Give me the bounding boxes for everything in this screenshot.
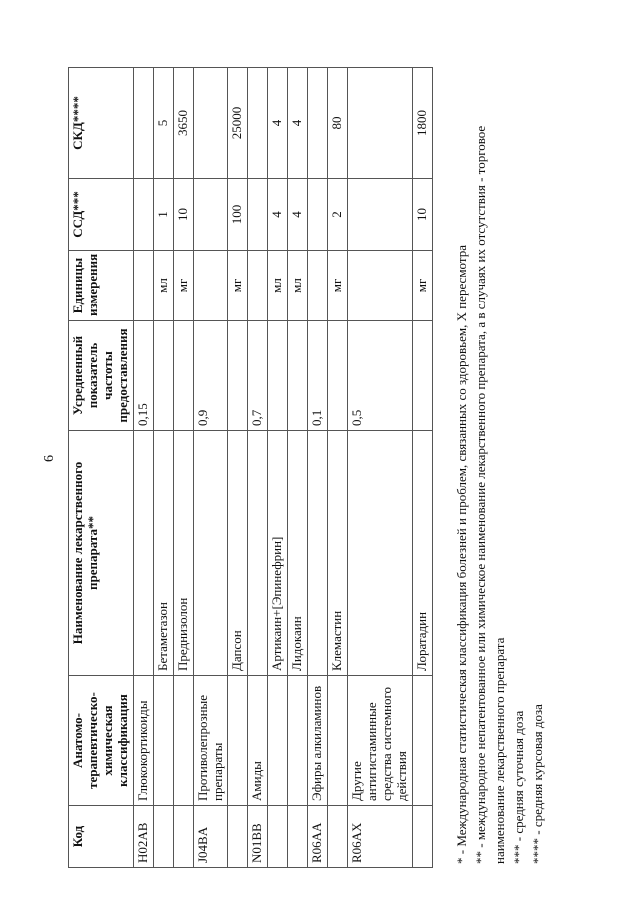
header-name: Наименование лекарственного препарата** bbox=[69, 431, 134, 676]
cell-skd: 1800 bbox=[412, 68, 432, 179]
cell-name: Клемастин bbox=[328, 431, 348, 676]
footnote-1: * - Международная статистическая классификация болезней и проблем, связанных со здоровьем, X пересмотра bbox=[454, 245, 469, 864]
cell-ssd bbox=[248, 179, 268, 251]
cell-code bbox=[328, 806, 348, 868]
cell-code bbox=[173, 806, 193, 868]
cell-ssd: 10 bbox=[412, 179, 432, 251]
cell-code bbox=[288, 806, 308, 868]
cell-ssd bbox=[193, 179, 228, 251]
cell-code bbox=[268, 806, 288, 868]
header-code: Код bbox=[69, 806, 134, 868]
header-ssd: ССД*** bbox=[69, 179, 134, 251]
footnote-2: ** - международное непатентованное или химическое наименование лекарственного препарата, а в случаях их отсутствия - торговое наименование лекарственного препарата bbox=[473, 125, 507, 864]
cell-freq bbox=[288, 321, 308, 431]
cell-atc: Другие антигистаминные средства системного действия bbox=[348, 676, 413, 806]
cell-name: Преднизолон bbox=[173, 431, 193, 676]
cell-name bbox=[348, 431, 413, 676]
table-header-row bbox=[69, 68, 134, 868]
footnotes bbox=[452, 64, 547, 864]
cell-ssd: 10 bbox=[173, 179, 193, 251]
cell-code: R06AX bbox=[348, 806, 413, 868]
cell-freq bbox=[173, 321, 193, 431]
cell-name bbox=[193, 431, 228, 676]
cell-code bbox=[153, 806, 173, 868]
cell-skd bbox=[348, 68, 413, 179]
cell-freq: 0,5 bbox=[348, 321, 413, 431]
cell-atc bbox=[153, 676, 173, 806]
table-row bbox=[308, 68, 328, 868]
cell-atc bbox=[228, 676, 248, 806]
cell-name: Бетаметазон bbox=[153, 431, 173, 676]
cell-unit: мг bbox=[412, 251, 432, 321]
table-row bbox=[412, 68, 432, 868]
cell-name bbox=[133, 431, 153, 676]
cell-freq: 0,1 bbox=[308, 321, 328, 431]
footnote-3: *** - средняя суточная доза bbox=[511, 710, 526, 864]
cell-ssd: 100 bbox=[228, 179, 248, 251]
table-row bbox=[133, 68, 153, 868]
table-row bbox=[228, 68, 248, 868]
cell-freq: 0,9 bbox=[193, 321, 228, 431]
cell-atc: Глюкокортикоиды bbox=[133, 676, 153, 806]
cell-ssd bbox=[308, 179, 328, 251]
cell-skd bbox=[193, 68, 228, 179]
cell-skd: 5 bbox=[153, 68, 173, 179]
cell-code: J04BA bbox=[193, 806, 228, 868]
table-row bbox=[268, 68, 288, 868]
cell-name: Лоратадин bbox=[412, 431, 432, 676]
table-row bbox=[288, 68, 308, 868]
cell-freq bbox=[328, 321, 348, 431]
cell-skd: 4 bbox=[288, 68, 308, 179]
cell-atc: Эфиры алкиламинов bbox=[308, 676, 328, 806]
cell-freq: 0,15 bbox=[133, 321, 153, 431]
drug-table bbox=[68, 67, 433, 868]
cell-freq bbox=[268, 321, 288, 431]
cell-ssd: 2 bbox=[328, 179, 348, 251]
header-atc: Анатомо-терапевтическо-химическая классификация bbox=[69, 676, 134, 806]
table-row bbox=[328, 68, 348, 868]
cell-ssd bbox=[133, 179, 153, 251]
cell-atc: Противолепрозные препараты bbox=[193, 676, 228, 806]
cell-unit bbox=[348, 251, 413, 321]
cell-unit: мл bbox=[153, 251, 173, 321]
cell-code: H02AB bbox=[133, 806, 153, 868]
drug-table-container bbox=[68, 68, 428, 868]
cell-code: R06AA bbox=[308, 806, 328, 868]
cell-skd bbox=[248, 68, 268, 179]
cell-name bbox=[308, 431, 328, 676]
cell-freq bbox=[412, 321, 432, 431]
table-row bbox=[348, 68, 413, 868]
cell-name bbox=[248, 431, 268, 676]
cell-unit: мг bbox=[173, 251, 193, 321]
table-row bbox=[153, 68, 173, 868]
cell-unit: мг bbox=[328, 251, 348, 321]
cell-unit: мг bbox=[228, 251, 248, 321]
cell-atc bbox=[412, 676, 432, 806]
cell-unit bbox=[133, 251, 153, 321]
cell-code: N01BB bbox=[248, 806, 268, 868]
cell-name: Лидокаин bbox=[288, 431, 308, 676]
cell-code bbox=[228, 806, 248, 868]
cell-skd bbox=[133, 68, 153, 179]
cell-skd: 25000 bbox=[228, 68, 248, 179]
page-number: 6 bbox=[42, 455, 57, 462]
cell-freq bbox=[228, 321, 248, 431]
cell-ssd: 4 bbox=[268, 179, 288, 251]
header-skd: СКД**** bbox=[69, 68, 134, 179]
table-body bbox=[133, 68, 432, 868]
cell-atc bbox=[173, 676, 193, 806]
header-unit: Единицы измерения bbox=[69, 251, 134, 321]
cell-unit: мл bbox=[288, 251, 308, 321]
cell-ssd: 1 bbox=[153, 179, 173, 251]
cell-atc: Амиды bbox=[248, 676, 268, 806]
cell-unit bbox=[308, 251, 328, 321]
cell-atc bbox=[328, 676, 348, 806]
cell-name: Артикаин+[Эпинефрин] bbox=[268, 431, 288, 676]
cell-unit: мл bbox=[268, 251, 288, 321]
cell-atc bbox=[288, 676, 308, 806]
cell-skd: 4 bbox=[268, 68, 288, 179]
cell-ssd: 4 bbox=[288, 179, 308, 251]
table-row bbox=[173, 68, 193, 868]
cell-name: Дапсон bbox=[228, 431, 248, 676]
cell-skd bbox=[308, 68, 328, 179]
cell-unit bbox=[193, 251, 228, 321]
header-freq: Усредненный показатель частоты предоставления bbox=[69, 321, 134, 431]
cell-skd: 3650 bbox=[173, 68, 193, 179]
cell-freq: 0,7 bbox=[248, 321, 268, 431]
cell-code bbox=[412, 806, 432, 868]
cell-unit bbox=[248, 251, 268, 321]
table-row bbox=[193, 68, 228, 868]
cell-ssd bbox=[348, 179, 413, 251]
cell-skd: 80 bbox=[328, 68, 348, 179]
cell-atc bbox=[268, 676, 288, 806]
footnote-4: **** - средняя курсовая доза bbox=[530, 704, 545, 864]
table-row bbox=[248, 68, 268, 868]
cell-freq bbox=[153, 321, 173, 431]
